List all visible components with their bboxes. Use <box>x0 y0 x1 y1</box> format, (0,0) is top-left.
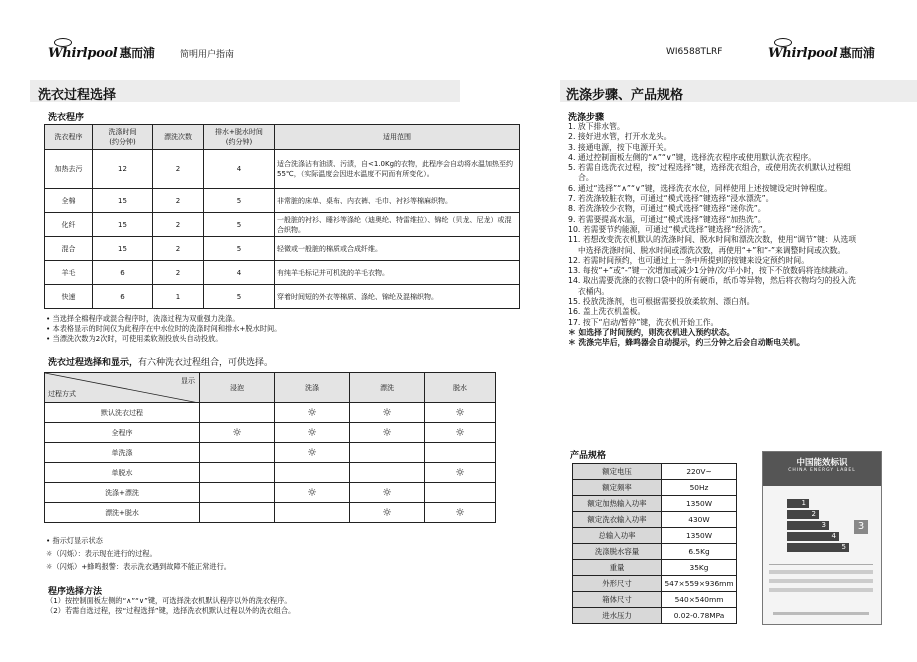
spec-value: 547×559×936mm <box>662 576 737 592</box>
list-item: 9. 若需要提高水温，可通过“模式选择”键选择“加热洗”。 <box>568 214 766 224</box>
combo-cell <box>275 403 350 423</box>
program-section-title: 洗衣程序 <box>48 113 85 123</box>
energy-grade-bar: 1 <box>787 499 809 508</box>
energy-detail-line <box>769 570 873 574</box>
energy-label-details <box>769 564 873 605</box>
table-row: 羊毛 6 2 4 有纯羊毛标记并可机洗的羊毛衣物。 <box>45 261 520 285</box>
spec-value: 220V~ <box>662 464 737 480</box>
combo-cell <box>425 403 496 423</box>
spec-value: 6.5Kg <box>662 544 737 560</box>
program-notes: • 当选择全棉程序或混合程序时，洗涤过程为双重强力洗涤。 • 本表格显示的时间仅为此程序在中水位时的洗涤时间和排水+脱水时间。 • 当漂洗次数为2次时，可使用柔软剂投放头自动投放。 <box>46 314 282 343</box>
spec-label: 箱体尺寸 <box>573 592 662 608</box>
indicator-light-icon: ☼ <box>307 426 317 439</box>
program-col-spin: 排水+脱水时间 (约分钟) <box>204 125 275 150</box>
table-row <box>45 443 496 463</box>
table-row: 化纤 15 2 5 一般脏的衬衫、睡衫等涤纶（迪奥纶、特雷维拉）、锦纶（贝龙、尼龙）或混合织物。 <box>45 213 520 237</box>
list-item: 1. 放下排水管。 <box>568 122 625 131</box>
combo-cell <box>425 423 496 443</box>
combo-row-name: 单脱水 <box>45 463 200 483</box>
energy-label-header: 中国能效标识 CHINA ENERGY LABEL <box>763 452 881 486</box>
indicator-light-icon: ☼ <box>455 426 465 439</box>
table-row <box>45 463 496 483</box>
combo-row-name: 漂洗+脱水 <box>45 503 200 523</box>
table-row <box>573 480 737 496</box>
spec-label: 洗涤脱水容量 <box>573 544 662 560</box>
combo-cell <box>350 403 425 423</box>
combo-cell <box>200 423 275 443</box>
combo-cell <box>350 423 425 443</box>
program-col-rinse: 漂洗次数 <box>153 125 204 150</box>
combo-row-name: 单洗涤 <box>45 443 200 463</box>
indicator-light-icon: ☼ <box>455 406 465 419</box>
list-item: 16. 盖上洗衣机盖板。 <box>568 307 646 317</box>
table-row <box>573 496 737 512</box>
combo-cell <box>200 483 275 503</box>
table-row <box>45 503 496 523</box>
combo-cell <box>425 503 496 523</box>
list-item: 10. 若需要节约能源，可通过“模式选择”键选择“经济洗”。 <box>568 224 771 234</box>
spec-label: 额定加热输入功率 <box>573 496 662 512</box>
combo-cell <box>200 443 275 463</box>
list-item: 2. 接好进水管，打开水龙头。 <box>568 132 672 142</box>
energy-grade-bar: 5 <box>787 543 849 552</box>
right-page-title: 洗涤步骤、产品规格 <box>566 88 684 103</box>
spec-label: 额定洗衣输入功率 <box>573 512 662 528</box>
combo-cell <box>350 443 425 463</box>
spec-value: 540×540mm <box>662 592 737 608</box>
spec-value: 0.02-0.78MPa <box>662 608 737 624</box>
combo-col-rinse: 漂洗 <box>350 373 425 403</box>
logo-ring-icon <box>54 38 72 47</box>
combo-cell <box>425 463 496 483</box>
steps-section-title: 洗涤步骤 <box>568 113 605 123</box>
table-row <box>573 576 737 592</box>
indicator-light-icon: ☼ <box>232 426 242 439</box>
table-row: 快速 6 1 5 穿着时间短的外衣等棉质、涤纶、锦纶及混棉织物。 <box>45 285 520 309</box>
method-notes: （1）按控制面板左侧的“∧”“∨”键，可选择洗衣机默认程序以外的洗衣程序。 （2）若需自选过程，按“过程选择”键，选择洗衣机默认过程以外的洗衣组合。 <box>46 596 296 615</box>
combo-cell <box>200 463 275 483</box>
list-item: 6. 通过“选择”“∧”“∨”键，选择洗衣水位，同样使用上述按键设定时钟程度。 <box>568 183 832 193</box>
combo-col-wash: 洗涤 <box>275 373 350 403</box>
energy-label <box>762 451 882 625</box>
list-item: 14. 取出需要洗涤的衣物口袋中的所有硬币，纸币等异物，然后将衣物均匀的投入洗衣桶内。 <box>568 276 856 296</box>
program-col-wash: 洗涤时间 (约分钟) <box>93 125 153 150</box>
combo-cell <box>200 503 275 523</box>
table-row <box>573 560 737 576</box>
table-row <box>45 483 496 503</box>
list-item: 11. 若想改变洗衣机默认的洗涤时间、脱水时间和漂洗次数，使用“调节”键：从选项中选择洗涤时间、脱水时间或漂洗次数，再使用“+”和“-”来调整时间或次数。 <box>568 235 857 255</box>
spec-value: 35Kg <box>662 560 737 576</box>
energy-footer-line <box>773 612 869 615</box>
spec-section-title: 产品规格 <box>570 451 607 461</box>
program-table <box>44 124 520 309</box>
list-item: 4. 通过控制面板左侧的“∧”“∨”键，选择洗衣程序或使用默认洗衣程序。 <box>568 152 817 162</box>
spec-label: 额定频率 <box>573 480 662 496</box>
combo-corner-cell: 显示 过程方式 <box>45 373 200 403</box>
combo-cell <box>350 483 425 503</box>
spec-label: 进水压力 <box>573 608 662 624</box>
energy-detail-line <box>769 579 873 583</box>
whirlpool-logo-right: Whirlpool 惠而浦 <box>768 44 875 61</box>
combo-col-soak: 浸泡 <box>200 373 275 403</box>
table-row <box>573 608 737 624</box>
energy-grade-bar: 2 <box>787 510 819 519</box>
combo-row-name: 全程序 <box>45 423 200 443</box>
whirlpool-logo-left: Whirlpool 惠而浦 <box>48 44 155 61</box>
combo-row-name: 默认洗衣过程 <box>45 403 200 423</box>
guide-title: 简明用户指南 <box>180 50 235 60</box>
table-row <box>573 592 737 608</box>
combo-cell <box>350 503 425 523</box>
combo-cell <box>275 503 350 523</box>
list-item: 17. 按下“启动/暂停”键，洗衣机开始工作。 <box>568 317 719 327</box>
list-item: 15. 投放洗涤剂，也可根据需要投放柔软剂、漂白剂。 <box>568 297 755 307</box>
spec-label: 额定电压 <box>573 464 662 480</box>
energy-detail-line <box>769 588 873 592</box>
energy-grade-bar: 4 <box>787 532 839 541</box>
table-row <box>573 528 737 544</box>
list-item: 13. 每按“+”或“-”键一次增加或减少1分钟/次/半小时，按下不放数码将连续跳动。 <box>568 266 853 276</box>
spec-value: 1350W <box>662 528 737 544</box>
combo-col-spin: 脱水 <box>425 373 496 403</box>
list-item: 3. 接通电源，按下电源开关。 <box>568 142 672 152</box>
list-item: 12. 若需时间预约，也可通过上一条中所提到的按键来设定预约时间。 <box>568 255 809 265</box>
indicator-notes: • 指示灯显示状态 ☼（闪烁）：表示现在进行的过程。 ☼（闪烁）+蜂鸣报警：表示洗衣遇到故障不能正常进行。 <box>46 536 231 571</box>
table-row <box>573 512 737 528</box>
table-row: 混合 15 2 5 轻微或一般脏的棉质或合成纤维。 <box>45 237 520 261</box>
left-page-title: 洗衣过程选择 <box>38 88 117 103</box>
spec-value: 430W <box>662 512 737 528</box>
program-col-range: 适用范围 <box>275 125 520 150</box>
spec-label: 重量 <box>573 560 662 576</box>
combo-cell <box>350 463 425 483</box>
method-section-title: 程序选择方法 <box>48 587 103 597</box>
spec-label: 外形尺寸 <box>573 576 662 592</box>
table-row <box>45 403 496 423</box>
spec-label: 总输入功率 <box>573 528 662 544</box>
energy-current-grade: 3 <box>854 520 868 534</box>
indicator-light-icon: ☼ <box>382 486 392 499</box>
table-row <box>573 544 737 560</box>
combo-cell <box>275 463 350 483</box>
combo-cell <box>425 483 496 503</box>
indicator-light-icon: ☼ <box>382 506 392 519</box>
list-item: 5. 若需自选洗衣过程，按“过程选择”键，选择洗衣组合，或使用洗衣机默认过程组合。 <box>568 163 852 183</box>
list-item: 8. 若洗涤较少衣物，可通过“模式选择”键选择“迷你洗”。 <box>568 204 766 214</box>
indicator-light-icon: ☼ <box>382 406 392 419</box>
combo-cell <box>275 483 350 503</box>
logo-ring-icon <box>774 38 792 47</box>
indicator-light-icon: ☼ <box>307 406 317 419</box>
combo-cell <box>275 443 350 463</box>
combo-cell <box>425 443 496 463</box>
spec-value: 50Hz <box>662 480 737 496</box>
star-note: ＊ 洗涤完毕后，蜂鸣器会自动提示，约三分钟之后会自动断电关机。 <box>568 338 805 348</box>
steps-list <box>568 122 860 349</box>
combo-table <box>44 372 496 523</box>
table-row: 全棉 15 2 5 非常脏的床单、桌布、内衣裤、毛巾、衬衫等棉麻织物。 <box>45 189 520 213</box>
energy-grade-bar: 3 <box>787 521 829 530</box>
star-note: ＊ 如选择了时间预约，则洗衣机进入预约状态。 <box>568 327 735 337</box>
indicator-light-icon: ☼ <box>382 426 392 439</box>
program-col-name: 洗衣程序 <box>45 125 93 150</box>
indicator-light-icon: ☼ <box>307 446 317 459</box>
table-row <box>45 423 496 443</box>
indicator-light-icon: ☼ <box>307 486 317 499</box>
table-row <box>573 464 737 480</box>
combo-cell <box>200 403 275 423</box>
table-row: 加热去污 12 2 4 适合洗涤沾有油渍、污渍，自<1.0Kg的衣物，此程序会自动将水温加热至约55℃，（实际温度会因进水温度不同而有所变化）。 <box>45 150 520 189</box>
combo-row-name: 洗涤+漂洗 <box>45 483 200 503</box>
combo-cell <box>275 423 350 443</box>
indicator-light-icon: ☼ <box>455 466 465 479</box>
indicator-light-icon: ☼ <box>455 506 465 519</box>
model-number: WI6588TLRF <box>666 47 723 57</box>
combo-section-title: 洗衣过程选择和显示，有六种洗衣过程组合，可供选择。 <box>48 358 274 368</box>
spec-value: 1350W <box>662 496 737 512</box>
spec-table <box>572 463 737 624</box>
list-item: 7. 若洗涤较脏衣物，可通过“模式选择”键选择“浸水漂洗”。 <box>568 194 774 204</box>
